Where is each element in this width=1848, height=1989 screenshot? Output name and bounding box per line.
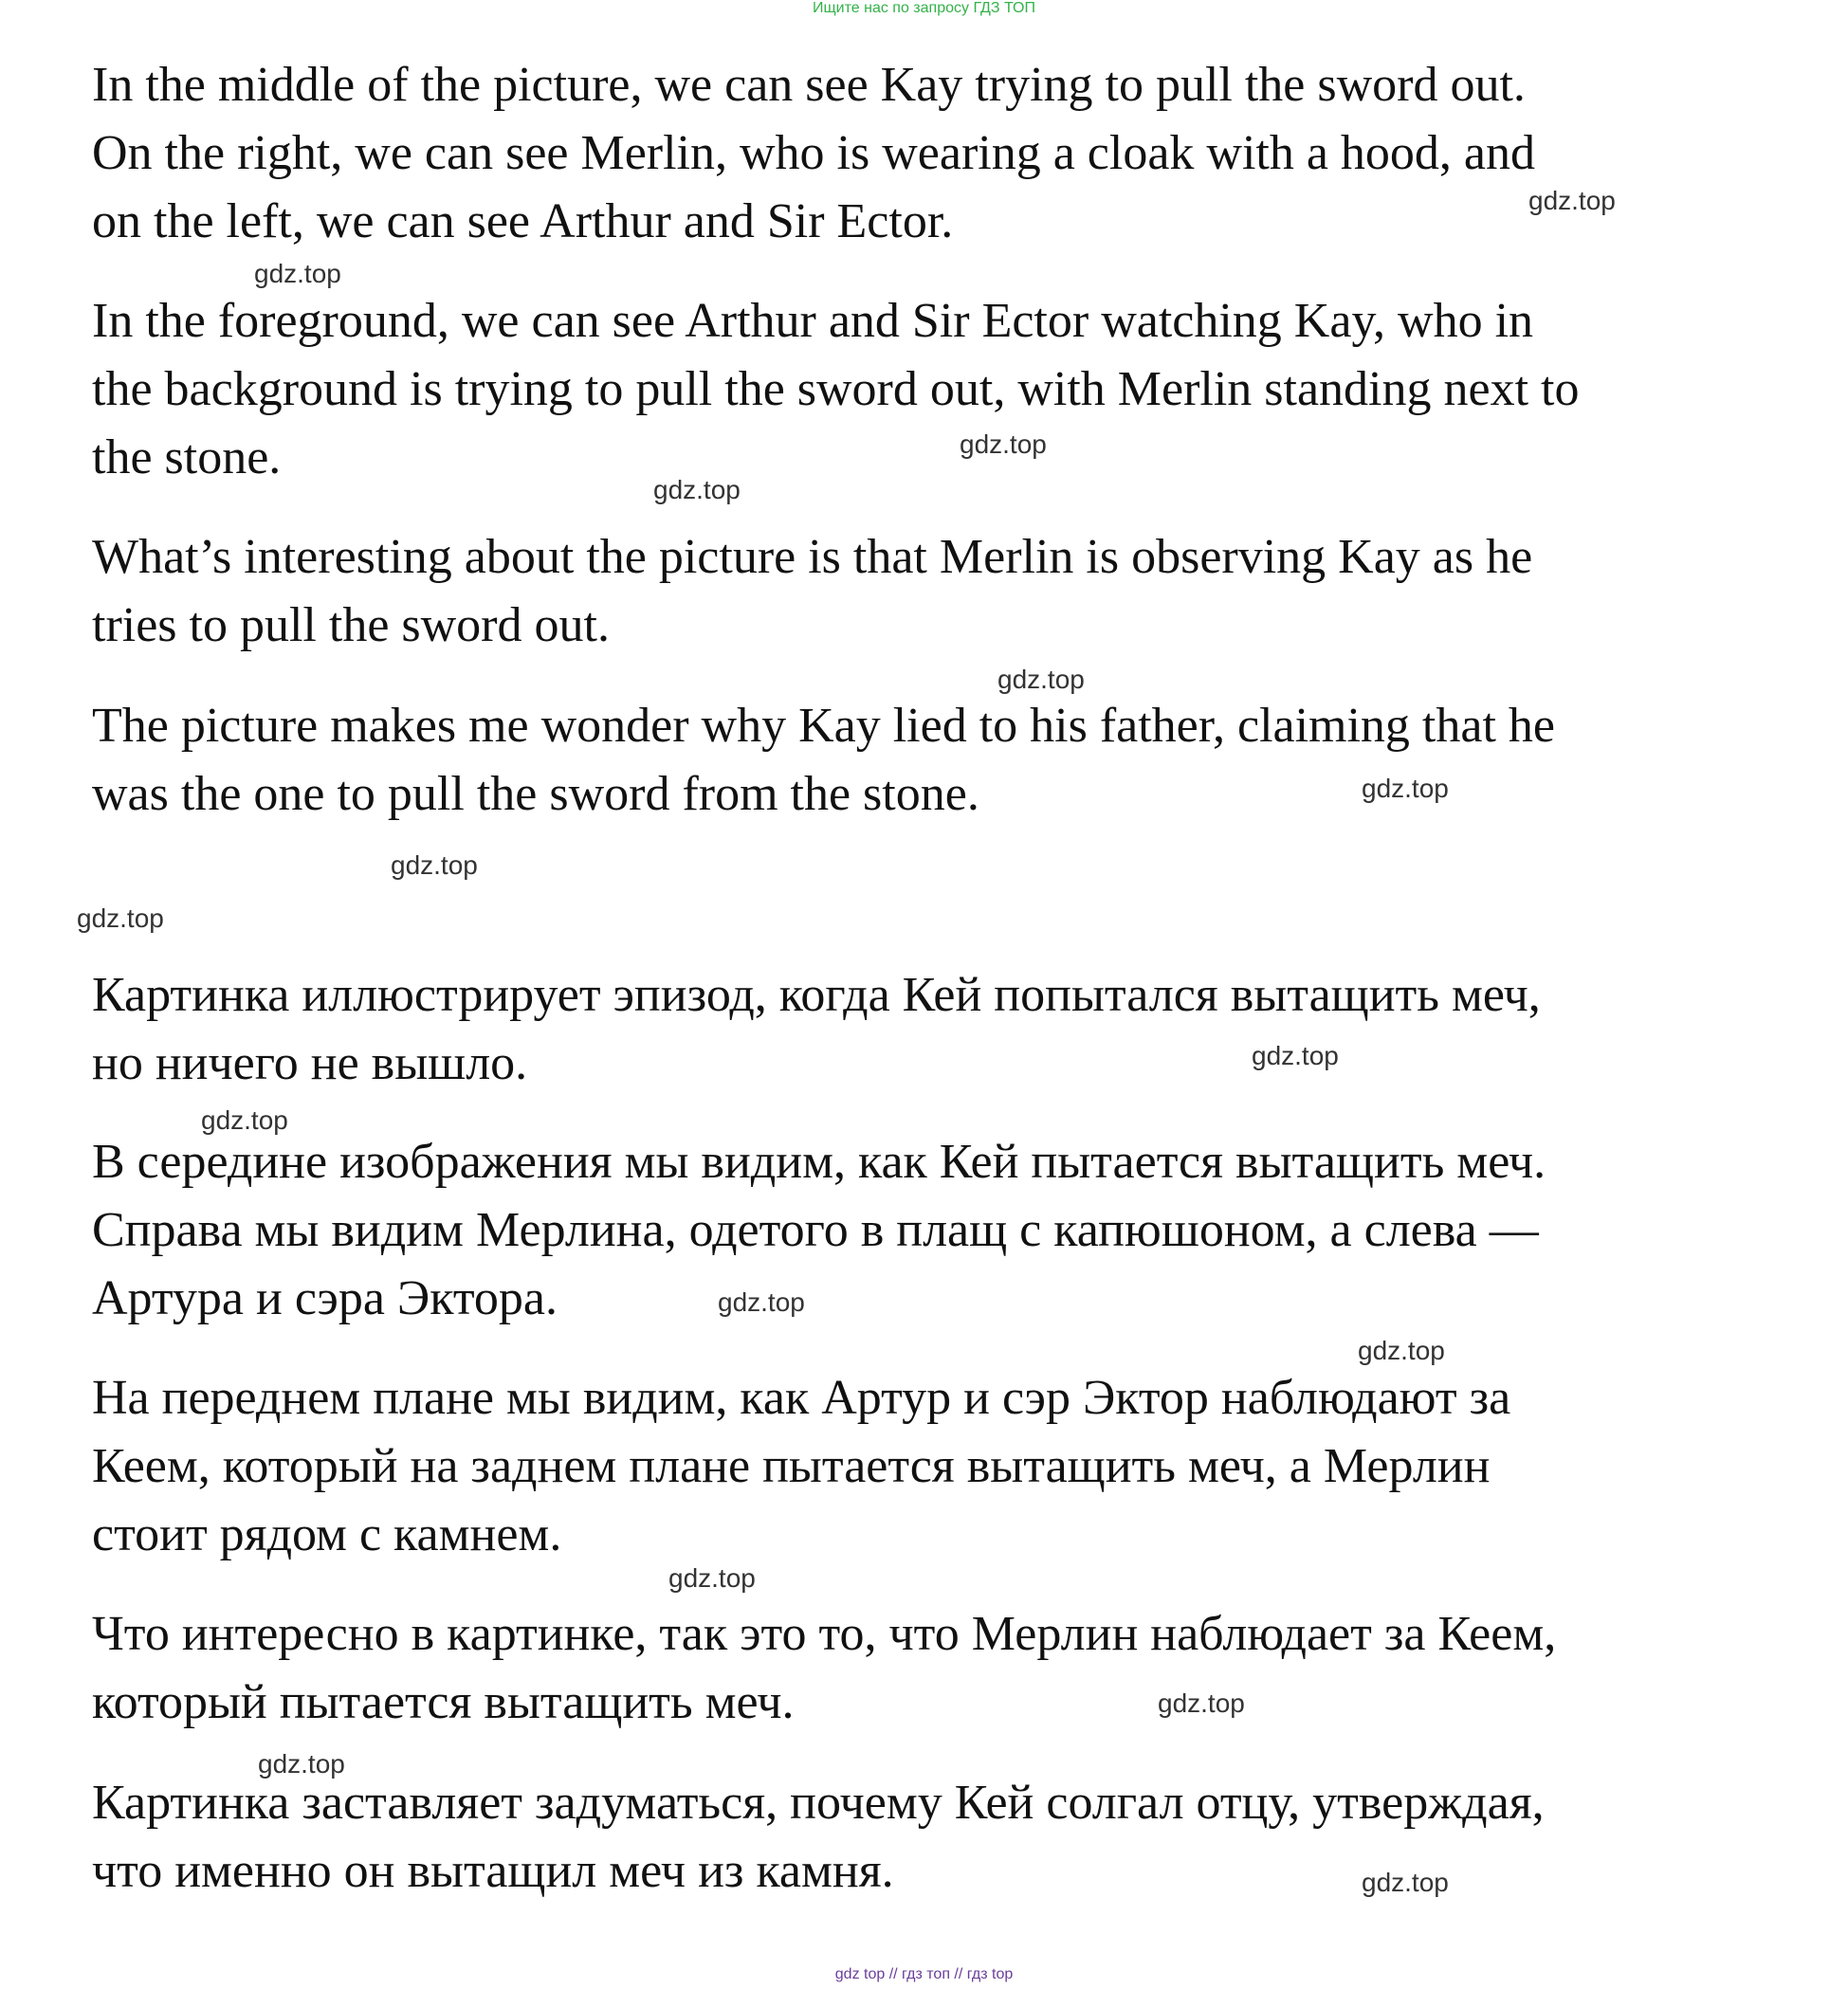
watermark: gdz.top <box>201 1105 288 1135</box>
text-line: Кеем, который на заднем плане пытается вытащить меч, а Мерлин <box>92 1439 1491 1493</box>
text-line: Картинка иллюстрирует эпизод, когда Кей попытался вытащить меч, <box>92 968 1541 1022</box>
russian-paragraph-2 <box>92 1128 1546 1333</box>
text-line: В середине изображения мы видим, как Кей пытается вытащить меч. <box>92 1135 1546 1189</box>
watermark: gdz.top <box>1528 186 1616 215</box>
search-hint-link[interactable]: Ищите нас по запросу ГДЗ ТОП <box>813 0 1035 16</box>
text-line: was the one to pull the sword from the stone. <box>92 767 979 821</box>
watermark: gdz.top <box>960 429 1047 459</box>
text-line: но ничего не вышло. <box>92 1036 528 1090</box>
english-paragraph-4 <box>92 692 1555 829</box>
text-line: The picture makes me wonder why Kay lied to his father, claiming that he <box>92 699 1555 753</box>
watermark: gdz.top <box>1358 1336 1445 1365</box>
text-line: На переднем плане мы видим, как Артур и сэр Эктор наблюдают за <box>92 1371 1511 1425</box>
watermark: gdz.top <box>1362 1868 1449 1897</box>
text-line: tries to pull the sword out. <box>92 598 610 652</box>
watermark: gdz.top <box>77 903 164 933</box>
watermark: gdz.top <box>668 1563 756 1593</box>
watermark: gdz.top <box>254 259 341 288</box>
english-paragraph-3 <box>92 523 1532 660</box>
text-line: который пытается вытащить меч. <box>92 1675 795 1729</box>
watermark: gdz.top <box>718 1287 805 1317</box>
text-line: the stone. <box>92 430 282 484</box>
watermark: gdz.top <box>1158 1688 1245 1718</box>
watermark: gdz.top <box>653 475 741 504</box>
text-line: on the left, we can see Arthur and Sir Ector. <box>92 194 954 248</box>
watermark: gdz.top <box>997 665 1085 694</box>
text-line: что именно он вытащил меч из камня. <box>92 1844 894 1898</box>
russian-paragraph-4 <box>92 1600 1556 1737</box>
text-line: the background is trying to pull the sword out, with Merlin standing next to <box>92 362 1580 416</box>
russian-paragraph-3 <box>92 1364 1510 1569</box>
english-paragraph-1 <box>92 51 1535 256</box>
text-line: Что интересно в картинке, так это то, что Мерлин наблюдает за Кеем, <box>92 1607 1557 1661</box>
english-paragraph-2 <box>92 287 1579 492</box>
footer-links[interactable]: gdz top // гдз топ // гдз top <box>834 1966 1014 1982</box>
russian-paragraph-1 <box>92 961 1541 1098</box>
text-line: Картинка заставляет задуматься, почему Кей солгал отцу, утверждая, <box>92 1776 1545 1830</box>
watermark: gdz.top <box>391 850 478 880</box>
russian-paragraph-5 <box>92 1769 1545 1906</box>
text-line: On the right, we can see Merlin, who is wearing a cloak with a hood, and <box>92 126 1536 180</box>
text-line: стоит рядом с камнем. <box>92 1507 562 1561</box>
text-line: Артура и сэра Эктора. <box>92 1271 558 1325</box>
text-line: Справа мы видим Мерлина, одетого в плащ с капюшоном, а слева — <box>92 1203 1539 1257</box>
watermark: gdz.top <box>1252 1041 1339 1070</box>
watermark: gdz.top <box>1362 774 1449 803</box>
watermark: gdz.top <box>258 1749 345 1779</box>
text-line: In the middle of the picture, we can see Kay trying to pull the sword out. <box>92 58 1526 112</box>
text-line: In the foreground, we can see Arthur and Sir Ector watching Kay, who in <box>92 294 1534 348</box>
text-line: What’s interesting about the picture is that Merlin is observing Kay as he <box>92 530 1533 584</box>
